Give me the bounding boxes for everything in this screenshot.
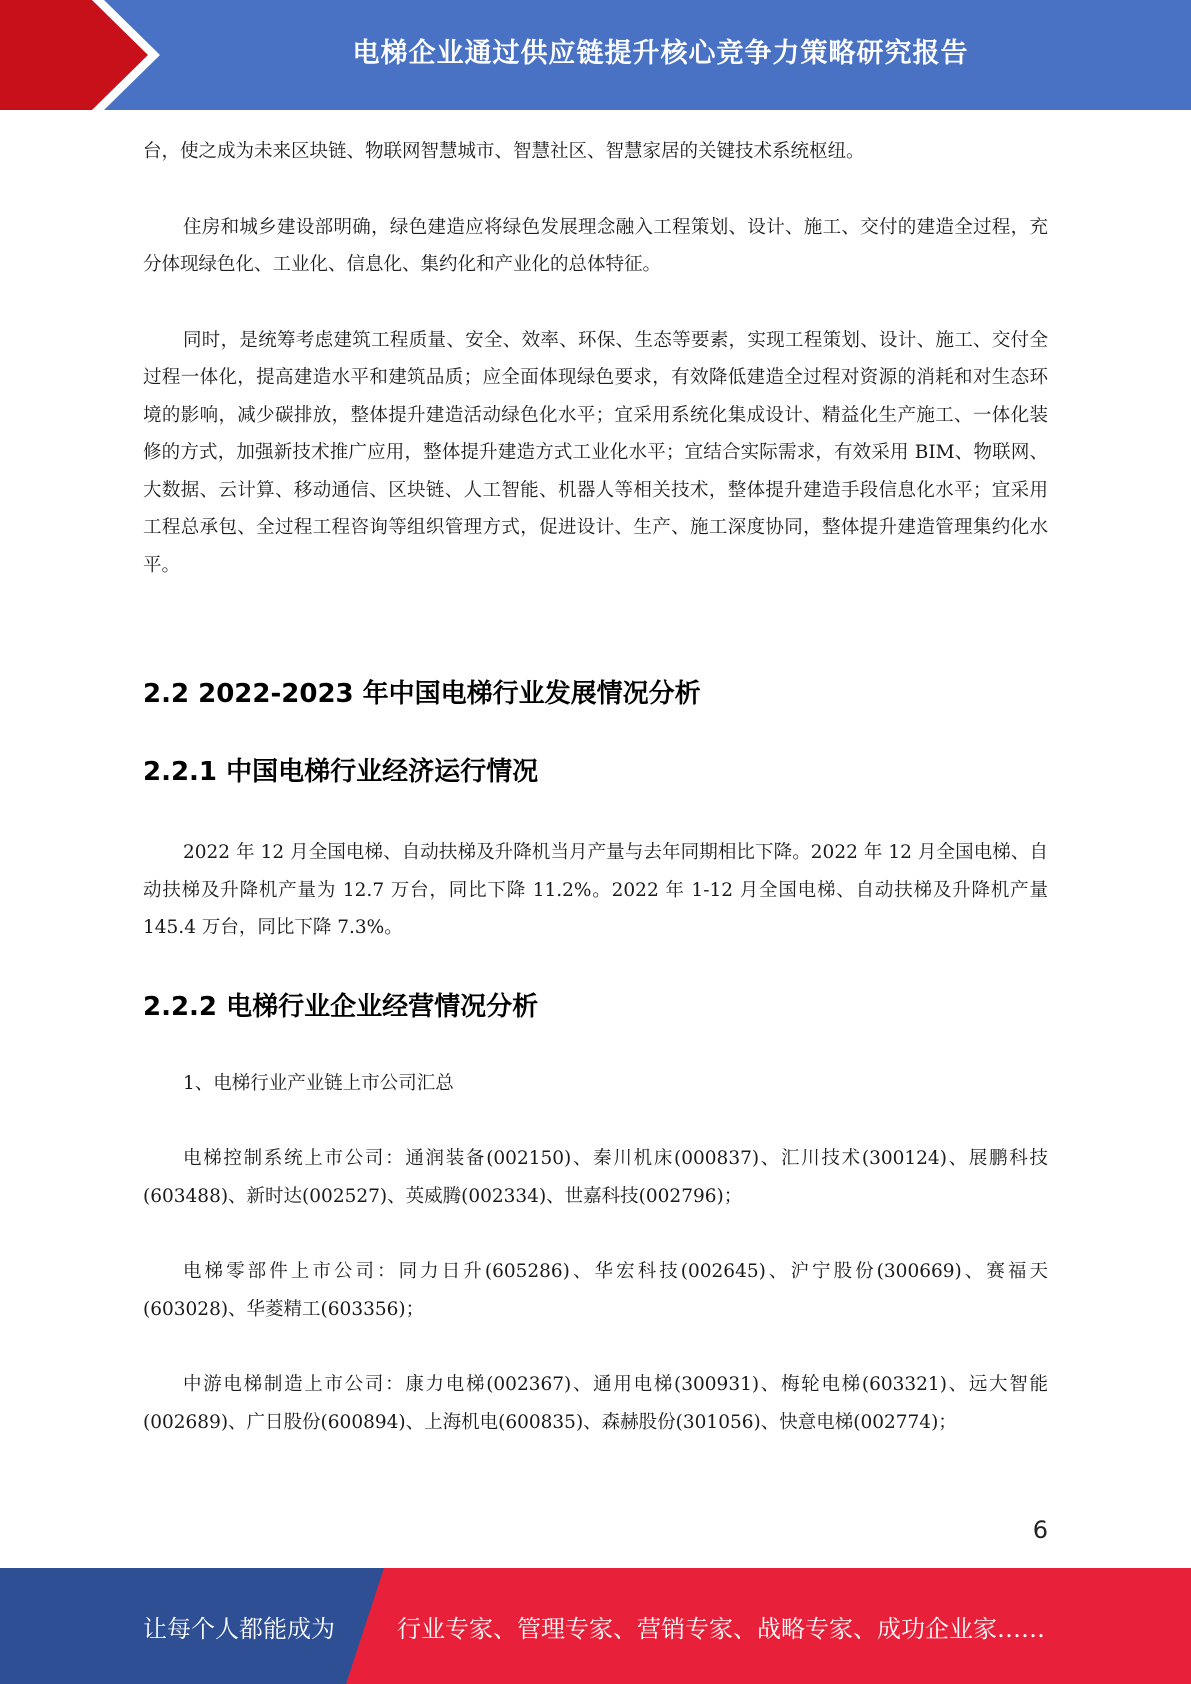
section-heading-2-2-2: 2.2.2 电梯行业企业经营情况分析	[143, 991, 539, 1022]
footer-slogan-right: 行业专家、管理专家、营销专家、战略专家、成功企业家……	[397, 1614, 1045, 1643]
paragraph: 2022 年 12 月全国电梯、自动扶梯及升降机当月产量与去年同期相比下降。2022 年 12 月全国电梯、自动扶梯及升降机产量为 12.7 万台，同比下降 11.2%。2022 年 1-12 月全国电梯、自动扶梯及升降机产量 145.4 万台，同比下降 7.3%。	[143, 842, 1048, 938]
page-number: 6	[1032, 1516, 1048, 1544]
paragraph: 同时，是统筹考虑建筑工程质量、安全、效率、环保、生态等要素，实现工程策划、设计、施工、交付全过程一体化，提高建造水平和建筑品质；应全面体现绿色要求，有效降低建造全过程对资源的消耗和对生态环境的影响，减少碳排放，整体提升建造活动绿色化水平；宜采用系统化集成设计、精益化生产施工、一体化装修的方式，加强新技术推广应用，整体提升建造方式工业化水平；宜结合实际需求，有效采用 BIM、物联网、大数据、云计算、移动通信、区块链、人工智能、机器人等相关技术，整体提升建造手段信息化水平；宜采用工程总承包、全过程工程咨询等组织管理方式，促进设计、生产、施工深度协同，整体提升建造管理集约化水平。	[143, 329, 1048, 576]
page-footer	[0, 1568, 1191, 1684]
paragraph: 电梯控制系统上市公司：通润装备(002150)、秦川机床(000837)、汇川技术(300124)、展鹏科技(603488)、新时达(002527)、英威腾(002334)、世嘉科技(002796)；	[143, 1148, 1048, 1207]
paragraph: 住房和城乡建设部明确，绿色建造应将绿色发展理念融入工程策划、设计、施工、交付的建造全过程，充分体现绿色化、工业化、信息化、集约化和产业化的总体特征。	[143, 216, 1048, 275]
section-heading-2-2-1: 2.2.1 中国电梯行业经济运行情况	[143, 757, 539, 787]
page-header	[0, 0, 1191, 110]
paragraph: 台，使之成为未来区块链、物联网智慧城市、智慧社区、智慧家居的关键技术系统枢纽。	[143, 141, 865, 162]
page-content	[143, 133, 1048, 1441]
list-heading: 1、电梯行业产业链上市公司汇总	[183, 1072, 454, 1094]
footer-slogan-left: 让每个人都能成为	[143, 1614, 335, 1643]
paragraph: 电梯零部件上市公司：同力日升(605286)、华宏科技(002645)、沪宁股份(300669)、赛福天(603028)、华菱精工(603356)；	[143, 1261, 1048, 1320]
report-title: 电梯企业通过供应链提升核心竞争力策略研究报告	[352, 37, 969, 69]
section-heading-2-2: 2.2 2022-2023 年中国电梯行业发展情况分析	[143, 679, 701, 709]
paragraph: 中游电梯制造上市公司：康力电梯(002367)、通用电梯(300931)、梅轮电梯(603321)、远大智能(002689)、广日股份(600894)、上海机电(600835)、森赫股份(301056)、快意电梯(002774)；	[143, 1374, 1048, 1433]
